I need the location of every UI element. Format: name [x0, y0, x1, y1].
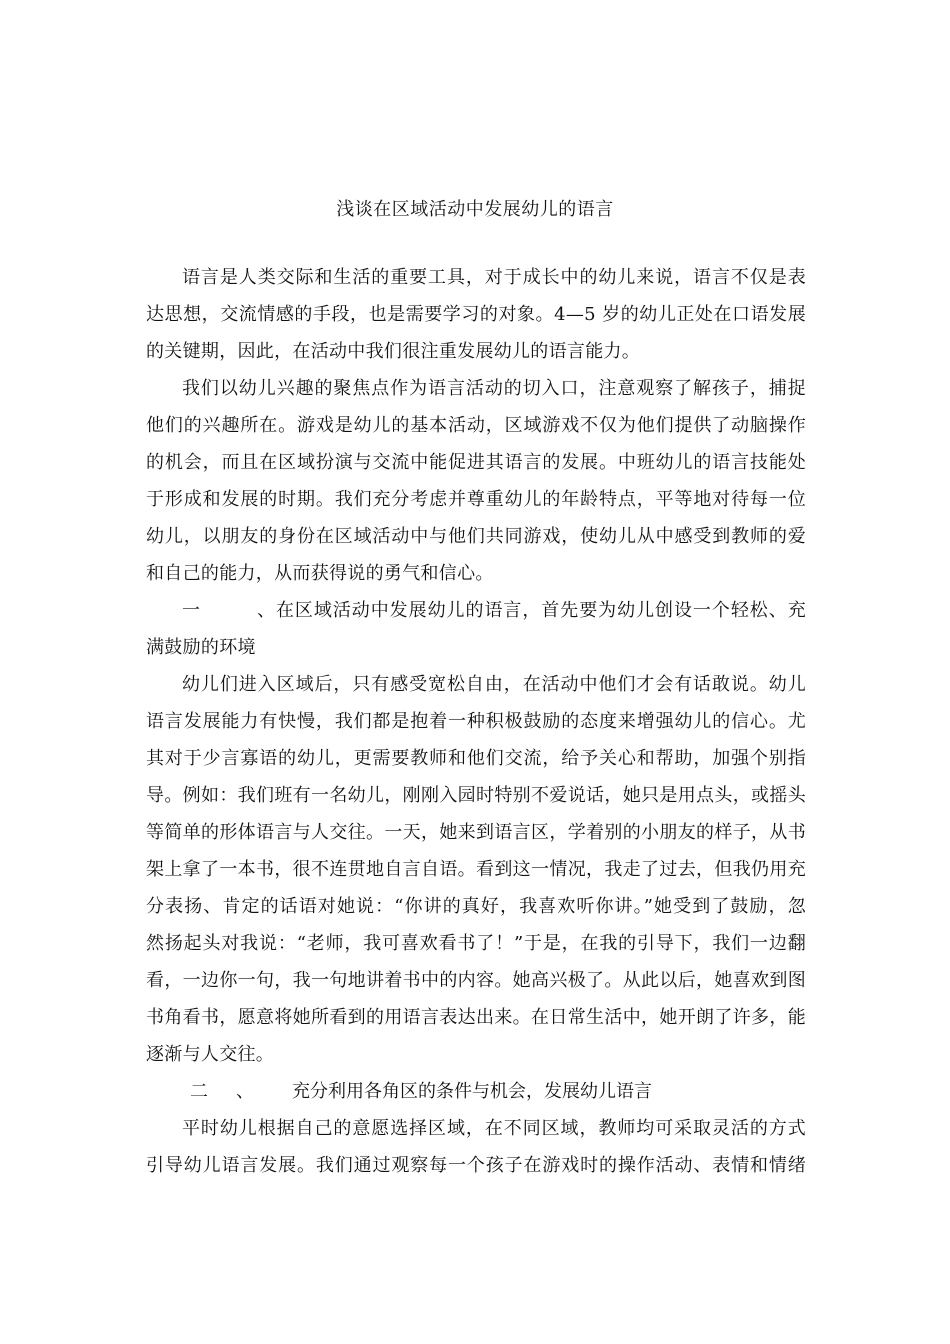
paragraph-1-line-1: 语言是人类交际和生活的重要工具，对于成长中的幼儿来说，语言不仅是表: [182, 267, 806, 288]
paragraph-3-line-1: 幼儿们进入区域后，只有感受宽松自由，在活动中他们才会有话敢说。幼儿: [182, 674, 806, 695]
paragraph-3-line-11: 逐渐与人交往。: [146, 1044, 275, 1065]
paragraph-3-line-7: 分表扬、肯定的话语对她说：“你讲的真好，我喜欢听你讲。”她受到了鼓励，忽: [146, 896, 806, 917]
document-title: 浅谈在区域活动中发展幼儿的语言: [336, 199, 614, 220]
section-1-number: 一: [182, 600, 200, 621]
paragraph-3-line-3: 其对于少言寡语的幼儿，更需要教师和他们交流，给予关心和帮助，加强个别指: [146, 748, 806, 769]
paragraph-4-line-2: 引导幼儿语言发展。我们通过观察每一个孩子在游戏时的操作活动、表情和情绪: [146, 1155, 806, 1176]
paragraph-3-line-4: 导。例如：我们班有一名幼儿，刚刚入园时特别不爱说话，她只是用点头，或摇头: [146, 785, 806, 806]
section-1-heading-cont: 满鼓励的环境: [146, 637, 256, 658]
paragraph-1-line-3: 的关键期，因此，在活动中我们很注重发展幼儿的语言能力。: [146, 341, 641, 362]
paragraph-1-line-2: 达思想，交流情感的手段，也是需要学习的对象。4—5 岁的幼儿正处在口语发展: [146, 304, 806, 325]
section-1-heading: 、在区域活动中发展幼儿的语言，首先要为幼儿创设一个轻松、充: [257, 600, 806, 621]
section-2-heading: 充分利用各角区的条件与机会，发展幼儿语言: [292, 1081, 652, 1102]
paragraph-3-line-8: 然扬起头对我说：“老师，我可喜欢看书了！”于是，在我的引导下，我们一边翻: [146, 933, 806, 954]
paragraph-2-line-3: 的机会，而且在区域扮演与交流中能促进其语言的发展。中班幼儿的语言技能处: [146, 452, 806, 473]
paragraph-2-line-2: 他们的兴趣所在。游戏是幼儿的基本活动，区域游戏不仅为他们提供了动脑操作: [146, 415, 806, 436]
paragraph-2-line-5: 幼儿，以朋友的身份在区域活动中与他们共同游戏，使幼儿从中感受到教师的爱: [146, 526, 806, 547]
paragraph-2-line-6: 和自己的能力，从而获得说的勇气和信心。: [146, 563, 494, 584]
paragraph-3-line-6: 架上拿了一本书，很不连贯地自言自语。看到这一情况，我走了过去，但我仍用充: [146, 859, 806, 880]
section-2-number: 二: [190, 1081, 208, 1102]
paragraph-3-line-2: 语言发展能力有快慢，我们都是抱着一种积极鼓励的态度来增强幼儿的信心。尤: [146, 711, 806, 732]
paragraph-4-line-1: 平时幼儿根据自己的意愿选择区域，在不同区域，教师均可采取灵活的方式: [182, 1118, 806, 1139]
paragraph-2-line-1: 我们以幼儿兴趣的聚焦点作为语言活动的切入口，注意观察了解孩子，捕捉: [182, 378, 806, 399]
section-2-separator: 、: [236, 1081, 254, 1102]
paragraph-3-line-10: 书角看书，愿意将她所看到的用语言表达出来。在日常生活中，她开朗了许多，能: [146, 1007, 806, 1028]
paragraph-3-line-9: 看，一边你一句，我一句地讲着书中的内容。她高兴极了。从此以后，她喜欢到图: [146, 970, 806, 991]
paragraph-3-line-5: 等简单的形体语言与人交往。一天，她来到语言区，学着别的小朋友的样子，从书: [146, 822, 806, 843]
paragraph-2-line-4: 于形成和发展的时期。我们充分考虑并尊重幼儿的年龄特点，平等地对待每一位: [146, 489, 806, 510]
